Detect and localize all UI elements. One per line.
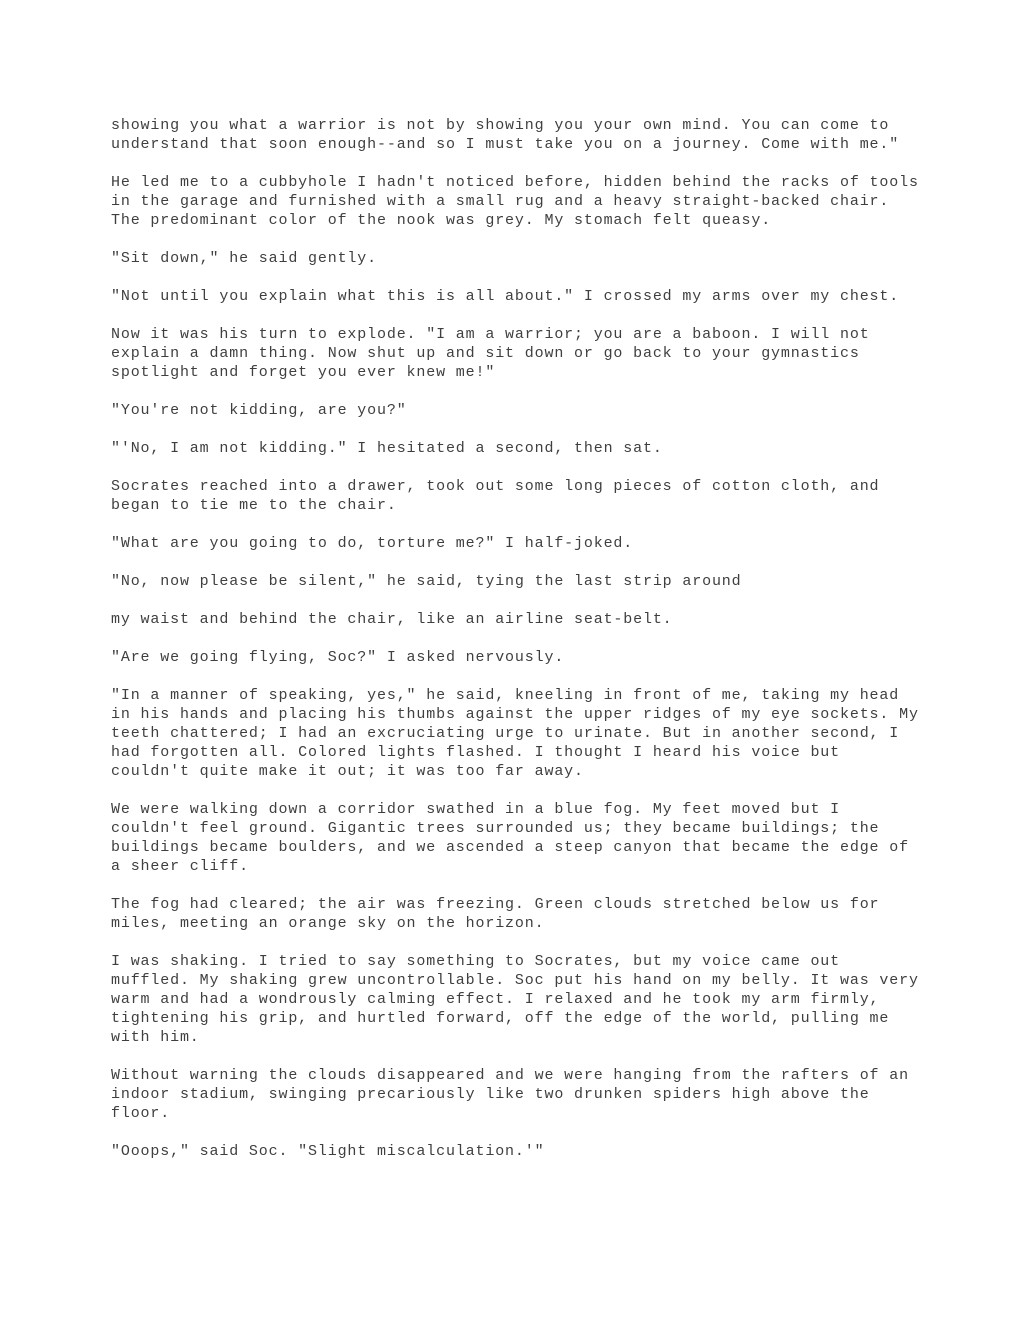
- paragraph: "You're not kidding, are you?": [111, 402, 407, 419]
- paragraph: The fog had cleared; the air was freezing. Green clouds stretched below us for miles, meeting an orange sky on the horizon.: [111, 896, 890, 932]
- paragraph: "What are you going to do, torture me?" I half-joked.: [111, 535, 634, 552]
- paragraph: Without warning the clouds disappeared and we were hanging from the rafters of an indoor stadium, swinging precariously like two drunken spiders high above the floor.: [111, 1067, 919, 1122]
- paragraph: my waist and behind the chair, like an airline seat-belt.: [111, 611, 673, 628]
- paragraph: I was shaking. I tried to say something to Socrates, but my voice came out muffled. My shaking grew uncontrollable. Soc put his hand on my belly. It was very warm and had a wondrously calming effect. I relaxed and he took my arm firmly, tightening his grip, and hurtled forward, off the edge of the world, pulling me with him.: [111, 953, 929, 1046]
- paragraph: He led me to a cubbyhole I hadn't noticed before, hidden behind the racks of tools in the garage and furnished with a small rug and a heavy straight-backed chair. The predominant color of the nook was grey. My stomach felt queasy.: [111, 174, 929, 229]
- paragraph: "Are we going flying, Soc?" I asked nervously.: [111, 649, 565, 666]
- paragraph: "Sit down," he said gently.: [111, 250, 377, 267]
- paragraph: "'No, I am not kidding." I hesitated a second, then sat.: [111, 440, 663, 457]
- paragraph: Socrates reached into a drawer, took out some long pieces of cotton cloth, and began to tie me to the chair.: [111, 478, 890, 514]
- paragraph: "Ooops," said Soc. "Slight miscalculation.'": [111, 1143, 545, 1160]
- paragraph: showing you what a warrior is not by showing you your own mind. You can come to understand that soon enough--and so I must take you on a journey. Come with me.": [111, 117, 900, 153]
- page-text-block: [111, 116, 929, 1180]
- paragraph: "No, now please be silent," he said, tying the last strip around: [111, 573, 742, 590]
- paragraph: "Not until you explain what this is all about." I crossed my arms over my chest.: [111, 288, 900, 305]
- paragraph: "In a manner of speaking, yes," he said, kneeling in front of me, taking my head in his hands and placing his thumbs against the upper ridges of my eye sockets. My teeth chattered; I had an excruciating urge to urinate. But in another second, I had forgotten all. Colored lights flashed. I thought I heard his voice but couldn't quite make it out; it was too far away.: [111, 687, 929, 780]
- paragraph: Now it was his turn to explode. "I am a warrior; you are a baboon. I will not explain a damn thing. Now shut up and sit down or go back to your gymnastics spotlight and forget you ever knew me!": [111, 326, 880, 381]
- paragraph: We were walking down a corridor swathed in a blue fog. My feet moved but I couldn't feel ground. Gigantic trees surrounded us; they became buildings; the buildings became boulders, and we ascended a steep canyon that became the edge of a sheer cliff.: [111, 801, 919, 875]
